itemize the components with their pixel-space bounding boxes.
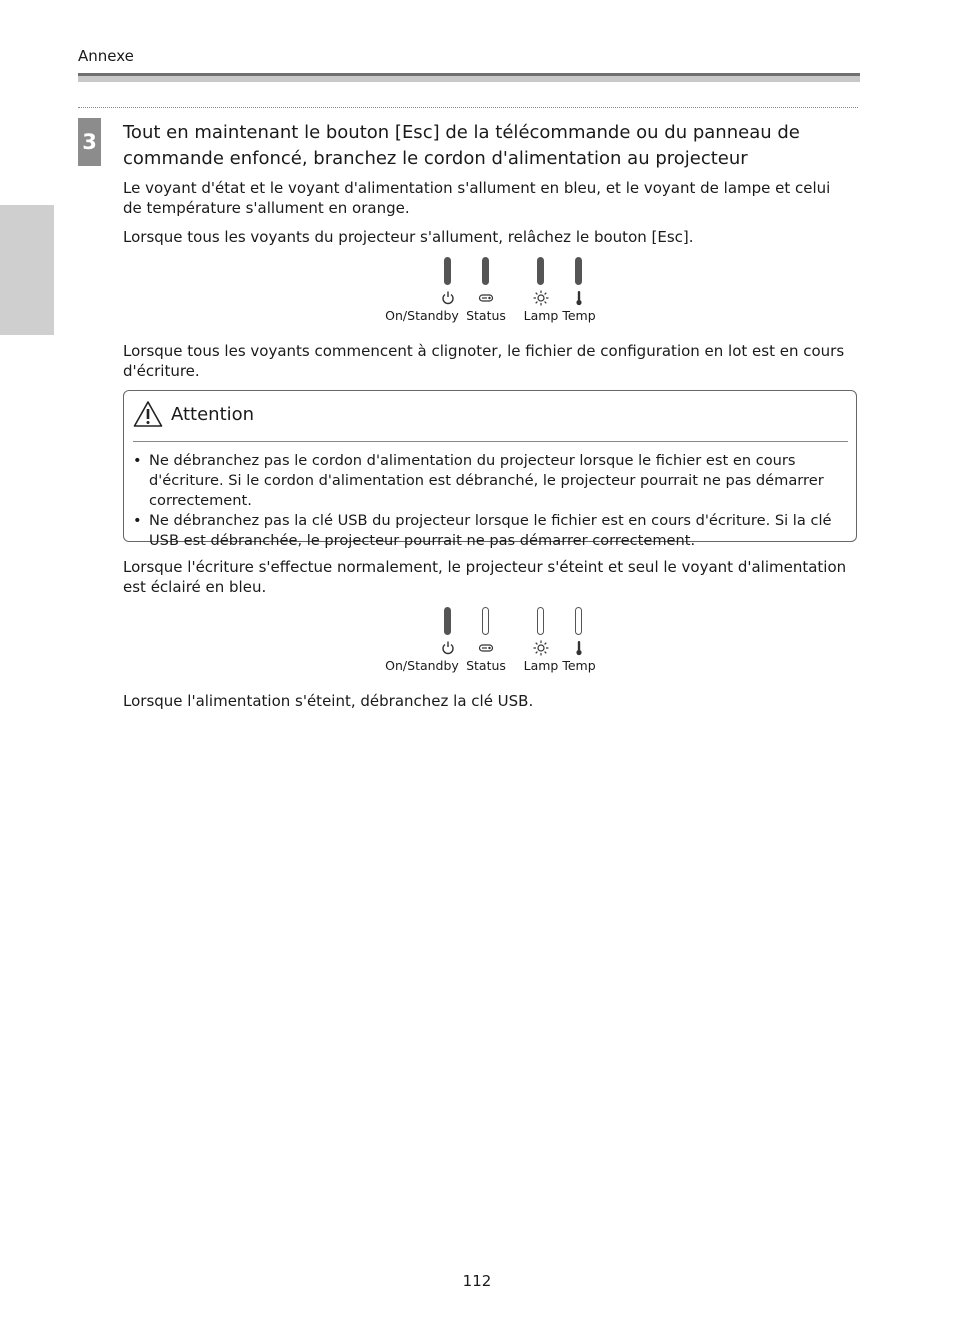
status-icon (478, 290, 494, 306)
led-lamp (537, 257, 544, 285)
label-status: Status (466, 658, 506, 673)
attention-divider (133, 441, 848, 442)
led-temp (575, 257, 582, 285)
power-icon (440, 290, 456, 306)
thermometer-icon (571, 640, 587, 656)
attention-title: Attention (171, 404, 255, 425)
paragraph-release-esc: Lorsque tous les voyants du projecteur s'allument, relâchez le bouton [Esc]. (123, 228, 694, 246)
side-tab (0, 205, 54, 335)
paragraph-remove-usb: Lorsque l'alimentation s'éteint, débranchez la clé USB. (123, 692, 534, 710)
label-lamp: Lamp (523, 658, 559, 673)
paragraph-blinking: Lorsque tous les voyants commencent à clignoter, le fichier de configuration en lot est en cours d'écriture. (123, 342, 845, 380)
indicator-panel-power-only (380, 607, 620, 677)
label-lamp: Lamp (523, 308, 559, 323)
led-status (482, 257, 489, 285)
lamp-icon (533, 290, 549, 306)
led-temp (575, 607, 582, 635)
label-onstandby: On/Standby (385, 658, 459, 673)
attention-item: • Ne débranchez pas le cordon d'alimentation du projecteur lorsque le fichier est en cours d'écriture. Si le cordon d'alimentation est débranché, le projecteur pourrait ne pas démarrer correctement. (133, 452, 824, 509)
indicator-panel-all-on (380, 257, 620, 327)
attention-box (123, 390, 857, 549)
attention-item: • Ne débranchez pas la clé USB du projecteur lorsque le fichier est en cours d'écriture. Si la clé USB est débranchée, le projecteur pourrait ne pas démarrer correctement. (133, 512, 832, 549)
led-status (482, 607, 489, 635)
lamp-icon (533, 640, 549, 656)
led-onstandby (444, 607, 451, 635)
warning-icon (133, 400, 163, 428)
label-status: Status (466, 308, 506, 323)
label-temp: Temp (562, 658, 596, 673)
led-onstandby (444, 257, 451, 285)
header-bar (78, 73, 860, 82)
section-header: Annexe (78, 47, 134, 65)
paragraph-indicators-color: Le voyant d'état et le voyant d'alimentation s'allument en bleu, et le voyant de lampe et celui de température s'allument en orange. (123, 179, 831, 217)
step-title: Tout en maintenant le bouton [Esc] de la télécommande ou du panneau de commande enfoncé, branchez le cordon d'alimentation au projecteur (123, 122, 800, 169)
attention-list (133, 451, 849, 551)
step-number: 3 (78, 118, 101, 166)
paragraph-writing-complete: Lorsque l'écriture s'effectue normalement, le projecteur s'éteint et seul le voyant d'alimentation est éclairé en bleu. (123, 558, 847, 596)
status-icon (478, 640, 494, 656)
label-onstandby: On/Standby (385, 308, 459, 323)
thermometer-icon (571, 290, 587, 306)
led-lamp (537, 607, 544, 635)
power-icon (440, 640, 456, 656)
page-number: 112 (462, 1272, 492, 1290)
dotted-divider (78, 107, 858, 108)
label-temp: Temp (562, 308, 596, 323)
